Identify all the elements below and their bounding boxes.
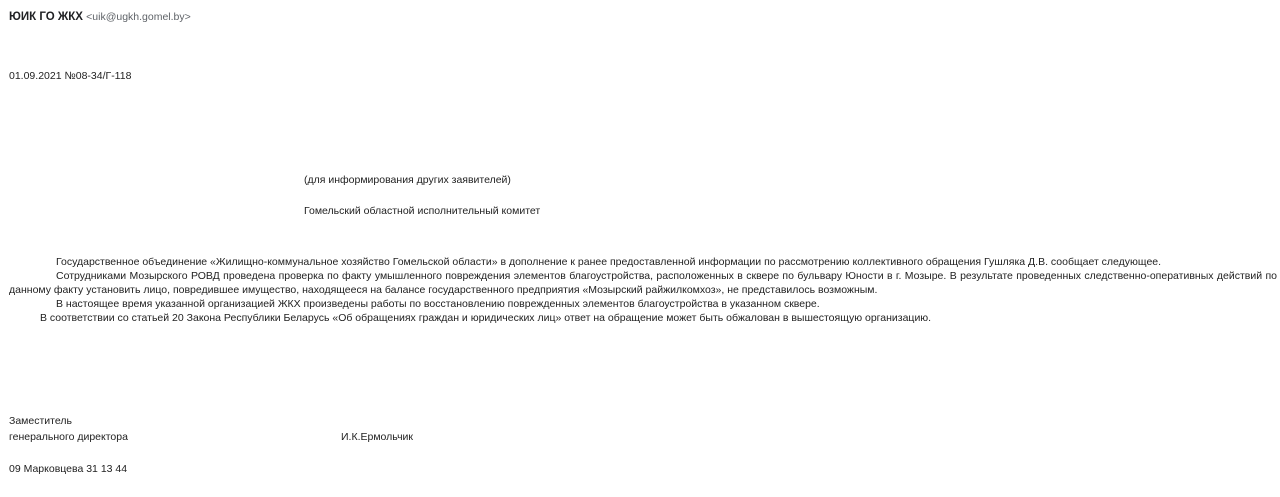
email-sender: [9, 11, 191, 23]
sender-email[interactable]: <uik@ugkh.gomel.by>: [86, 11, 191, 23]
body-paragraph: Государственное объединение «Жилищно-коммунальное хозяйство Гомельской области» в дополнение к ранее предоставленной информации по рассмотрению коллективного обращения Гушляка Д.В. сообщает следующее.: [56, 256, 1162, 268]
signature-title-line1: Заместитель: [9, 415, 72, 427]
executor-contact: 09 Марковцева 31 13 44: [9, 463, 128, 475]
sender-name[interactable]: ЮИК ГО ЖКХ: [9, 11, 83, 23]
addressee-note: (для информирования других заявителей): [304, 174, 511, 186]
body-paragraph: В настоящее время указанной организацией ЖКХ произведены работы по восстановлению поврежденных элементов благоустройства в указанном сквере.: [56, 298, 820, 310]
body-paragraph: Сотрудниками Мозырского РОВД проведена проверка по факту умышленного повреждения элементов благоустройства, расположенных в сквере по бульвару Юности в г. Мозыре. В результате проведенных следственно-оперативных действий по данному факту установить лицо, повредившее имущество, находящееся на балансе государственного предприятия «Мозырский райжилкомхоз», не представилось возможным.: [9, 270, 1277, 296]
letter-body: [9, 255, 1277, 325]
signature-name: И.К.Ермольчик: [341, 431, 413, 443]
document-reference: 01.09.2021 №08-34/Г-118: [9, 70, 132, 82]
body-paragraph: В соответствии со статьей 20 Закона Республики Беларусь «Об обращениях граждан и юридических лиц» ответ на обращение может быть обжалован в вышестоящую организацию.: [40, 312, 932, 324]
signature-title-line2: генерального директора: [9, 431, 128, 443]
addressee-organization: Гомельский областной исполнительный комитет: [304, 205, 541, 217]
